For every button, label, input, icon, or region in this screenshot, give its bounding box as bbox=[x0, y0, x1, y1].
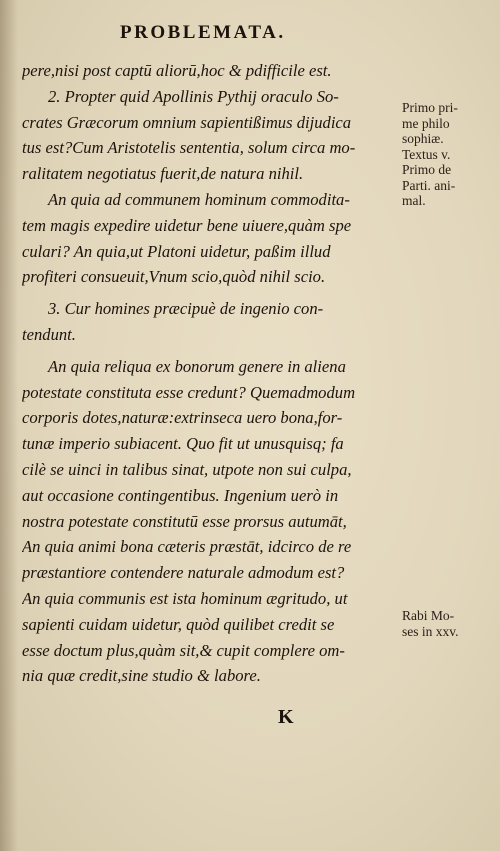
margin-note-aristotle bbox=[402, 100, 494, 209]
text-line: tendunt. bbox=[22, 324, 76, 344]
margin-note-line: ses in xxv. bbox=[402, 623, 459, 639]
text-line: 3. Cur homines præcipuè de ingenio con- bbox=[48, 299, 324, 319]
text-line: An quia animi bona cæteris præstāt, idcirco de re bbox=[22, 537, 352, 557]
margin-note-line: Parti. ani- bbox=[402, 177, 456, 193]
text-line: An quia reliqua ex bonorum genere in aliena bbox=[48, 356, 346, 376]
margin-note-line: Textus v. bbox=[402, 146, 451, 162]
text-line: ralitatem negotiatus fuerit,de natura nihil. bbox=[22, 164, 304, 184]
margin-note-line: Primo pri- bbox=[402, 100, 458, 115]
margin-note-rabbi-moses bbox=[402, 608, 494, 639]
text-line: pere,nisi post captū aliorū,hoc & pdifficile est. bbox=[22, 61, 332, 80]
text-line: esse doctum plus,quàm sit,& cupit complere om- bbox=[22, 640, 345, 660]
margin-note-line: sophiæ. bbox=[402, 131, 444, 146]
running-head: PROBLEMATA. bbox=[120, 22, 286, 43]
margin-note-line: mal. bbox=[402, 193, 426, 208]
signature-mark: K bbox=[278, 706, 294, 728]
text-line: sapienti cuidam uidetur, quòd quilibet credit se bbox=[22, 614, 335, 634]
margin-note-line: me philo bbox=[402, 115, 450, 131]
text-line: crates Græcorum omnium sapientißimus dijudica bbox=[22, 112, 352, 132]
text-line: An quia communis est ista hominum ægritudo, ut bbox=[22, 588, 348, 608]
text-line: cilè se uinci in talibus sinat, utpote non sui culpa, bbox=[22, 459, 352, 479]
text-line: nostra potestate constitutū esse prorsus autumāt, bbox=[22, 511, 347, 531]
text-line: corporis dotes,naturæ:extrinseca uero bona,for- bbox=[22, 408, 343, 428]
text-line: An quia ad communem hominum commodita- bbox=[48, 189, 350, 209]
text-line: nia quæ credit,sine studio & labore. bbox=[22, 666, 261, 686]
text-line: tem magis expedire uidetur bene uiuere,quàm spe bbox=[22, 215, 352, 235]
text-line: 2. Propter quid Apollinis Pythij oraculo So- bbox=[48, 86, 339, 106]
text-line: aut occasione contingentibus. Ingenium uerò in bbox=[22, 485, 339, 505]
body-text bbox=[22, 58, 400, 689]
margin-note-line: Rabi Mo- bbox=[402, 608, 455, 623]
text-line: tunæ imperio subiacent. Quo fit ut unusquisq; fa bbox=[22, 434, 344, 454]
text-line: culari? An quia,ut Platoni uidetur, paßim illud bbox=[22, 241, 331, 261]
text-line: profiteri consueuit,Vnum scio,quòd nihil scio. bbox=[22, 267, 326, 287]
text-line: potestate constituta esse credunt? Quemadmodum bbox=[22, 382, 356, 402]
text-line: tus est?Cum Aristotelis sententia, solum circa mo- bbox=[22, 138, 356, 158]
gutter-shadow bbox=[0, 0, 18, 851]
text-line: præstantiore contendere naturale admodum est? bbox=[22, 563, 345, 583]
margin-note-line: Primo de bbox=[402, 162, 452, 177]
